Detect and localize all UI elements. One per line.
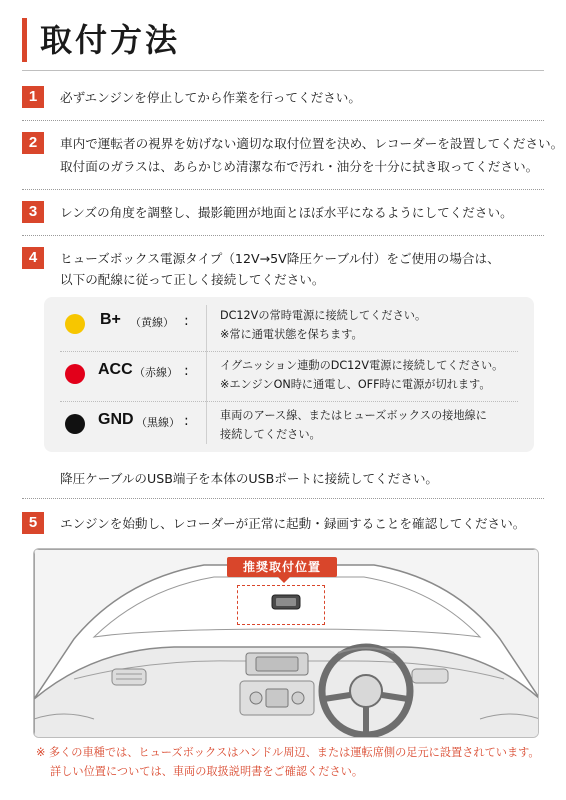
usb-connection-note: 降圧ケーブルのUSB端子を本体のUSBポートに接続してください。 <box>60 471 439 486</box>
recommend-position-label: 推奨取付位置 <box>227 557 337 577</box>
black-dot-icon <box>65 414 85 434</box>
step-text: ヒューズボックス電源タイプ（12V→5V降圧ケーブル付）をご使用の場合は、 <box>60 251 500 266</box>
page-title: 取付方法 <box>40 21 181 59</box>
wire-color-label: （赤線） <box>134 366 178 379</box>
step-text: エンジンを始動し、レコーダーが正常に起動・録画することを確認してください。 <box>60 516 526 531</box>
wire-description: イグニッション連動のDC12V電源に接続してください。 ※エンジンON時に通電し、OFF時に電源が切れます。 <box>220 359 504 391</box>
recommended-area-outline <box>237 585 325 625</box>
step-text: 取付面のガラスは、あらかじめ清潔な布で汚れ・油分を十分に拭き取ってください。 <box>60 159 539 174</box>
wiring-table <box>44 297 534 452</box>
wire-description: DC12Vの常時電源に接続してください。 ※常に通電状態を保ちます。 <box>220 309 427 341</box>
wire-code: GND <box>98 411 134 428</box>
wire-code: ACC <box>98 361 133 378</box>
step-number: 4 <box>22 247 44 269</box>
title-divider <box>22 70 544 71</box>
step-divider <box>22 120 544 121</box>
title-accent-bar <box>22 18 27 62</box>
step-number: 3 <box>22 201 44 223</box>
wiring-row-gnd <box>44 401 534 449</box>
step-text: 車内で運転者の視界を妨げない適切な取付位置を決め、レコーダーを設置してください。 <box>60 136 564 151</box>
step-text: レンズの角度を調整し、撮影範囲が地面とほぼ水平になるようにしてください。 <box>60 205 513 220</box>
wire-description: 車両のアース線、またはヒューズボックスの接地線に 接続してください。 <box>220 409 487 441</box>
wire-color-label: （黒線） <box>136 416 180 429</box>
wire-code: B+ <box>100 311 121 328</box>
wiring-row-acc <box>44 351 534 399</box>
step-divider <box>22 235 544 236</box>
wire-colon: : <box>184 413 189 429</box>
wiring-row-bplus <box>44 301 534 349</box>
footnote: ※ 多くの車種では、ヒューズボックスはハンドル周辺、または運転席側の足元に設置されています。 詳しい位置については、車両の取扱説明書をご確認ください。 <box>36 746 540 778</box>
wire-colon: : <box>184 363 189 379</box>
step-number: 2 <box>22 132 44 154</box>
step-number: 1 <box>22 86 44 108</box>
step-divider <box>22 498 544 499</box>
wire-color-label: （黄線） <box>130 316 174 329</box>
step-text: 必ずエンジンを停止してから作業を行ってください。 <box>60 90 361 105</box>
step-text: 以下の配線に従って正しく接続してください。 <box>60 272 325 287</box>
label-pointer-icon <box>278 577 290 583</box>
wire-colon: : <box>184 313 189 329</box>
step-number: 5 <box>22 512 44 534</box>
red-dot-icon <box>65 364 85 384</box>
step-divider <box>22 189 544 190</box>
yellow-dot-icon <box>65 314 85 334</box>
